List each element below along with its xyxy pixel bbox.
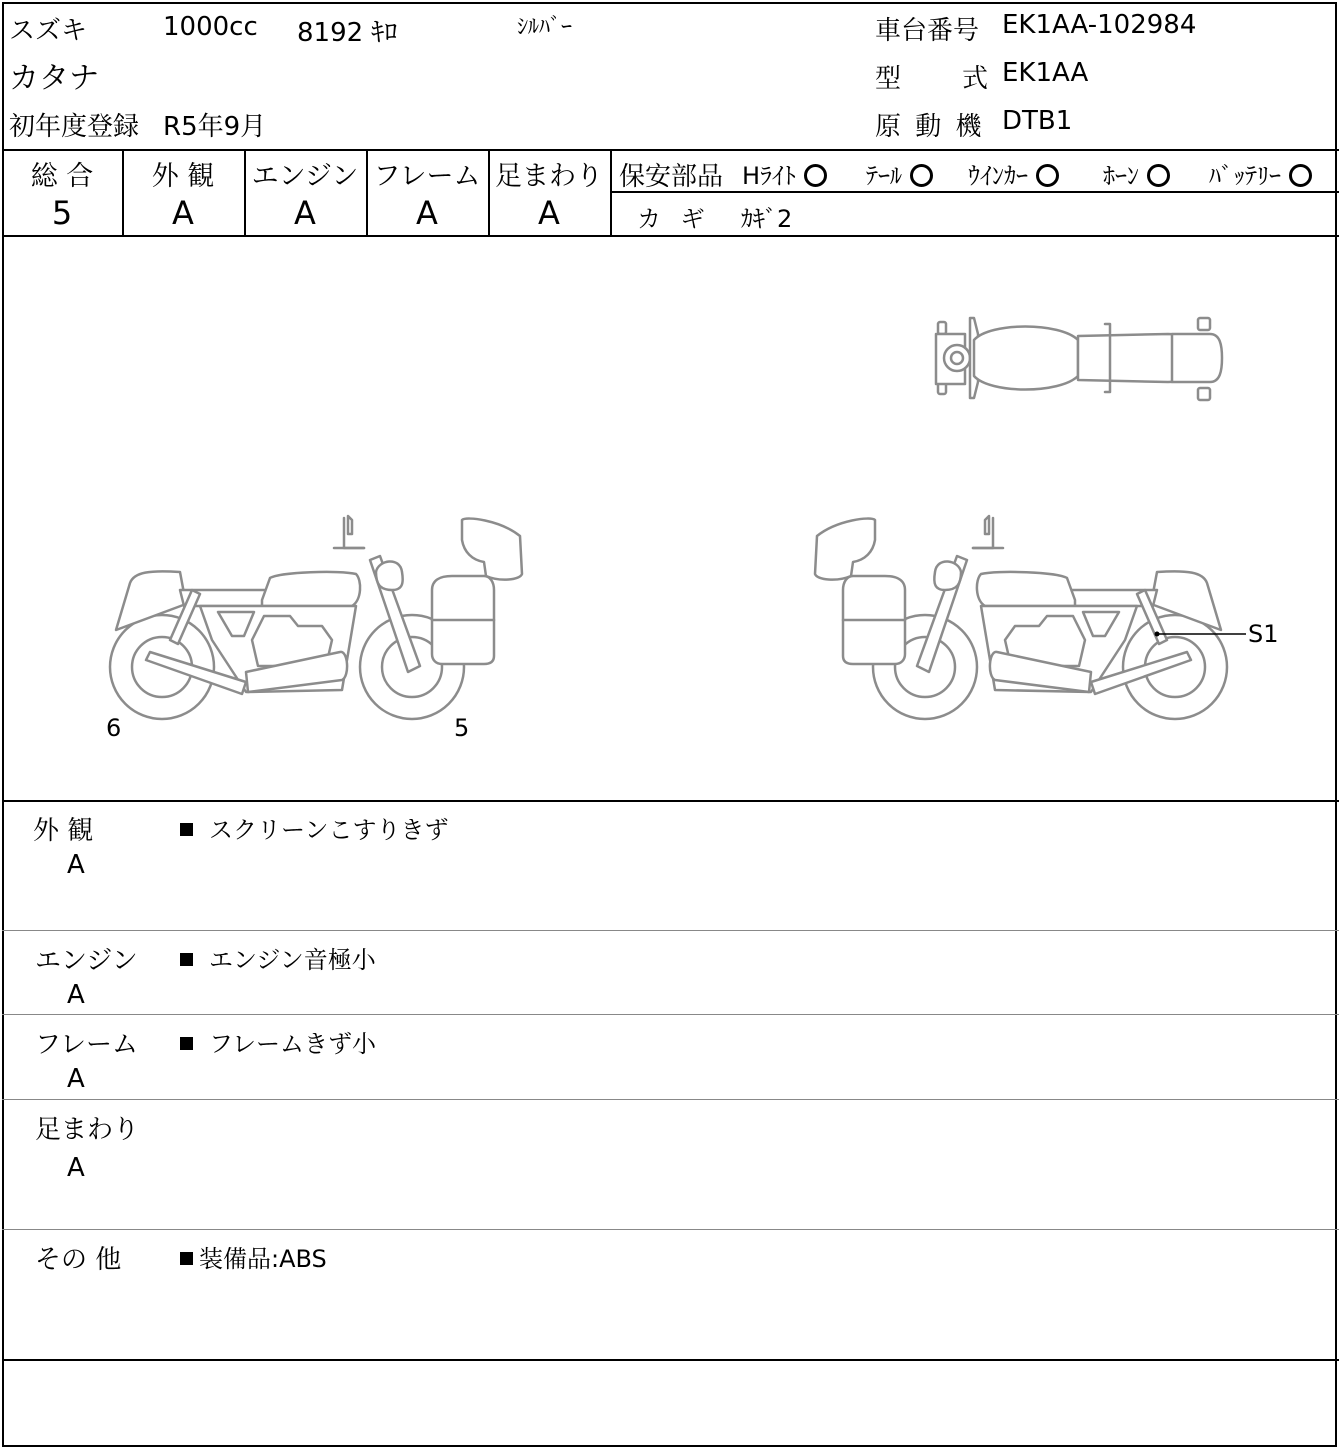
- key-label: カ ギ: [637, 205, 711, 233]
- grade-label-suspension: 足まわり: [495, 161, 603, 192]
- safety-item-label: ｳｲﾝｶｰ: [968, 162, 1028, 190]
- ok-circle-icon: [804, 164, 827, 187]
- note-item-frame: [180, 1024, 376, 1059]
- grade-divider: [610, 149, 612, 237]
- safety-item-winker: [968, 156, 1059, 191]
- note-item-engine: [180, 940, 376, 975]
- first-registration-label: 初年度登録: [9, 112, 140, 142]
- grade-label-engine: エンジン: [251, 161, 359, 192]
- grade-label-frame: フレーム: [373, 161, 481, 192]
- note-item-exterior: [180, 810, 449, 845]
- model-type-label-1: 型: [875, 64, 902, 94]
- damage-mark-s1: S1: [1248, 620, 1279, 648]
- safety-item-taillight: [866, 156, 933, 191]
- displacement: 1000cc: [163, 12, 258, 42]
- note-grade-exterior: A: [67, 850, 85, 880]
- grade-label-exterior: 外 観: [151, 161, 215, 192]
- model-type-label-2: 式: [962, 64, 989, 94]
- note-grade-suspension: A: [67, 1153, 85, 1183]
- grade-value-suspension: A: [538, 194, 560, 232]
- ok-circle-icon: [1289, 164, 1312, 187]
- maker: スズキ: [9, 16, 88, 46]
- note-text: スクリーンこすりきず: [209, 816, 449, 844]
- ok-circle-icon: [1147, 164, 1170, 187]
- first-registration-value: R5年9月: [163, 112, 267, 142]
- notes-divider: [2, 1229, 1339, 1230]
- safety-item-label: ﾎｰﾝ: [1103, 162, 1139, 190]
- engine-type-label: 原 動 機: [875, 112, 985, 142]
- frame-no-value: EK1AA-102984: [1002, 10, 1197, 40]
- damage-mark-6: 6: [106, 714, 122, 742]
- safety-item-label: Hﾗｲﾄ: [742, 162, 797, 190]
- motorcycle-top-view: [936, 318, 1222, 400]
- notes-divider: [2, 1014, 1339, 1015]
- note-text: フレームきず小: [209, 1030, 377, 1058]
- note-text: 装備品:ABS: [199, 1245, 327, 1273]
- note-category-suspension: 足まわり: [35, 1115, 140, 1145]
- safety-item-headlight: [742, 156, 827, 191]
- s1-marker: [1155, 632, 1160, 637]
- frame-no-label: 車台番号: [875, 16, 980, 46]
- note-category-exterior: 外 観: [33, 816, 94, 846]
- notes-divider: [2, 930, 1339, 931]
- key-value: ｶｷﾞ2: [741, 205, 793, 233]
- grade-value-frame: A: [416, 194, 438, 232]
- ok-circle-icon: [910, 164, 933, 187]
- square-bullet-icon: [180, 823, 193, 836]
- safety-item-horn: [1103, 156, 1170, 191]
- grade-value-overall: 5: [51, 194, 73, 232]
- square-bullet-icon: [180, 1037, 193, 1050]
- color: ｼﾙﾊﾞｰ: [517, 15, 573, 40]
- diagram-bottom-line: [2, 800, 1339, 802]
- motorcycle-right-view: [815, 516, 1227, 719]
- ok-circle-icon: [1036, 164, 1059, 187]
- note-category-frame: フレーム: [35, 1030, 138, 1060]
- notes-divider: [2, 1099, 1339, 1100]
- note-item-other: [180, 1239, 327, 1274]
- model-type-value: EK1AA: [1002, 58, 1089, 88]
- model-name: カタナ: [9, 61, 99, 96]
- note-grade-engine: A: [67, 980, 85, 1010]
- note-text: エンジン音極小: [209, 946, 376, 974]
- note-category-engine: エンジン: [35, 946, 138, 976]
- grade-value-exterior: A: [172, 194, 194, 232]
- motorcycle-left-view: [110, 516, 522, 719]
- motorcycle-diagram: [0, 237, 1341, 800]
- note-category-other: その 他: [35, 1245, 122, 1275]
- notes-bottom-line: [2, 1359, 1339, 1361]
- mileage: 8192 ｷﾛ: [297, 18, 398, 48]
- safety-item-battery: [1209, 156, 1312, 191]
- grade-value-engine: A: [294, 194, 316, 232]
- grade-label-overall: 総 合: [30, 161, 94, 192]
- note-grade-frame: A: [67, 1064, 85, 1094]
- safety-item-label: ﾃｰﾙ: [866, 162, 902, 190]
- square-bullet-icon: [180, 1252, 193, 1265]
- damage-mark-5: 5: [454, 714, 470, 742]
- safety-parts-label: 保安部品: [619, 162, 724, 192]
- safety-item-label: ﾊﾞｯﾃﾘｰ: [1209, 162, 1281, 190]
- grade-row-top-line: [2, 149, 1339, 151]
- square-bullet-icon: [180, 953, 193, 966]
- engine-type-value: DTB1: [1002, 106, 1073, 136]
